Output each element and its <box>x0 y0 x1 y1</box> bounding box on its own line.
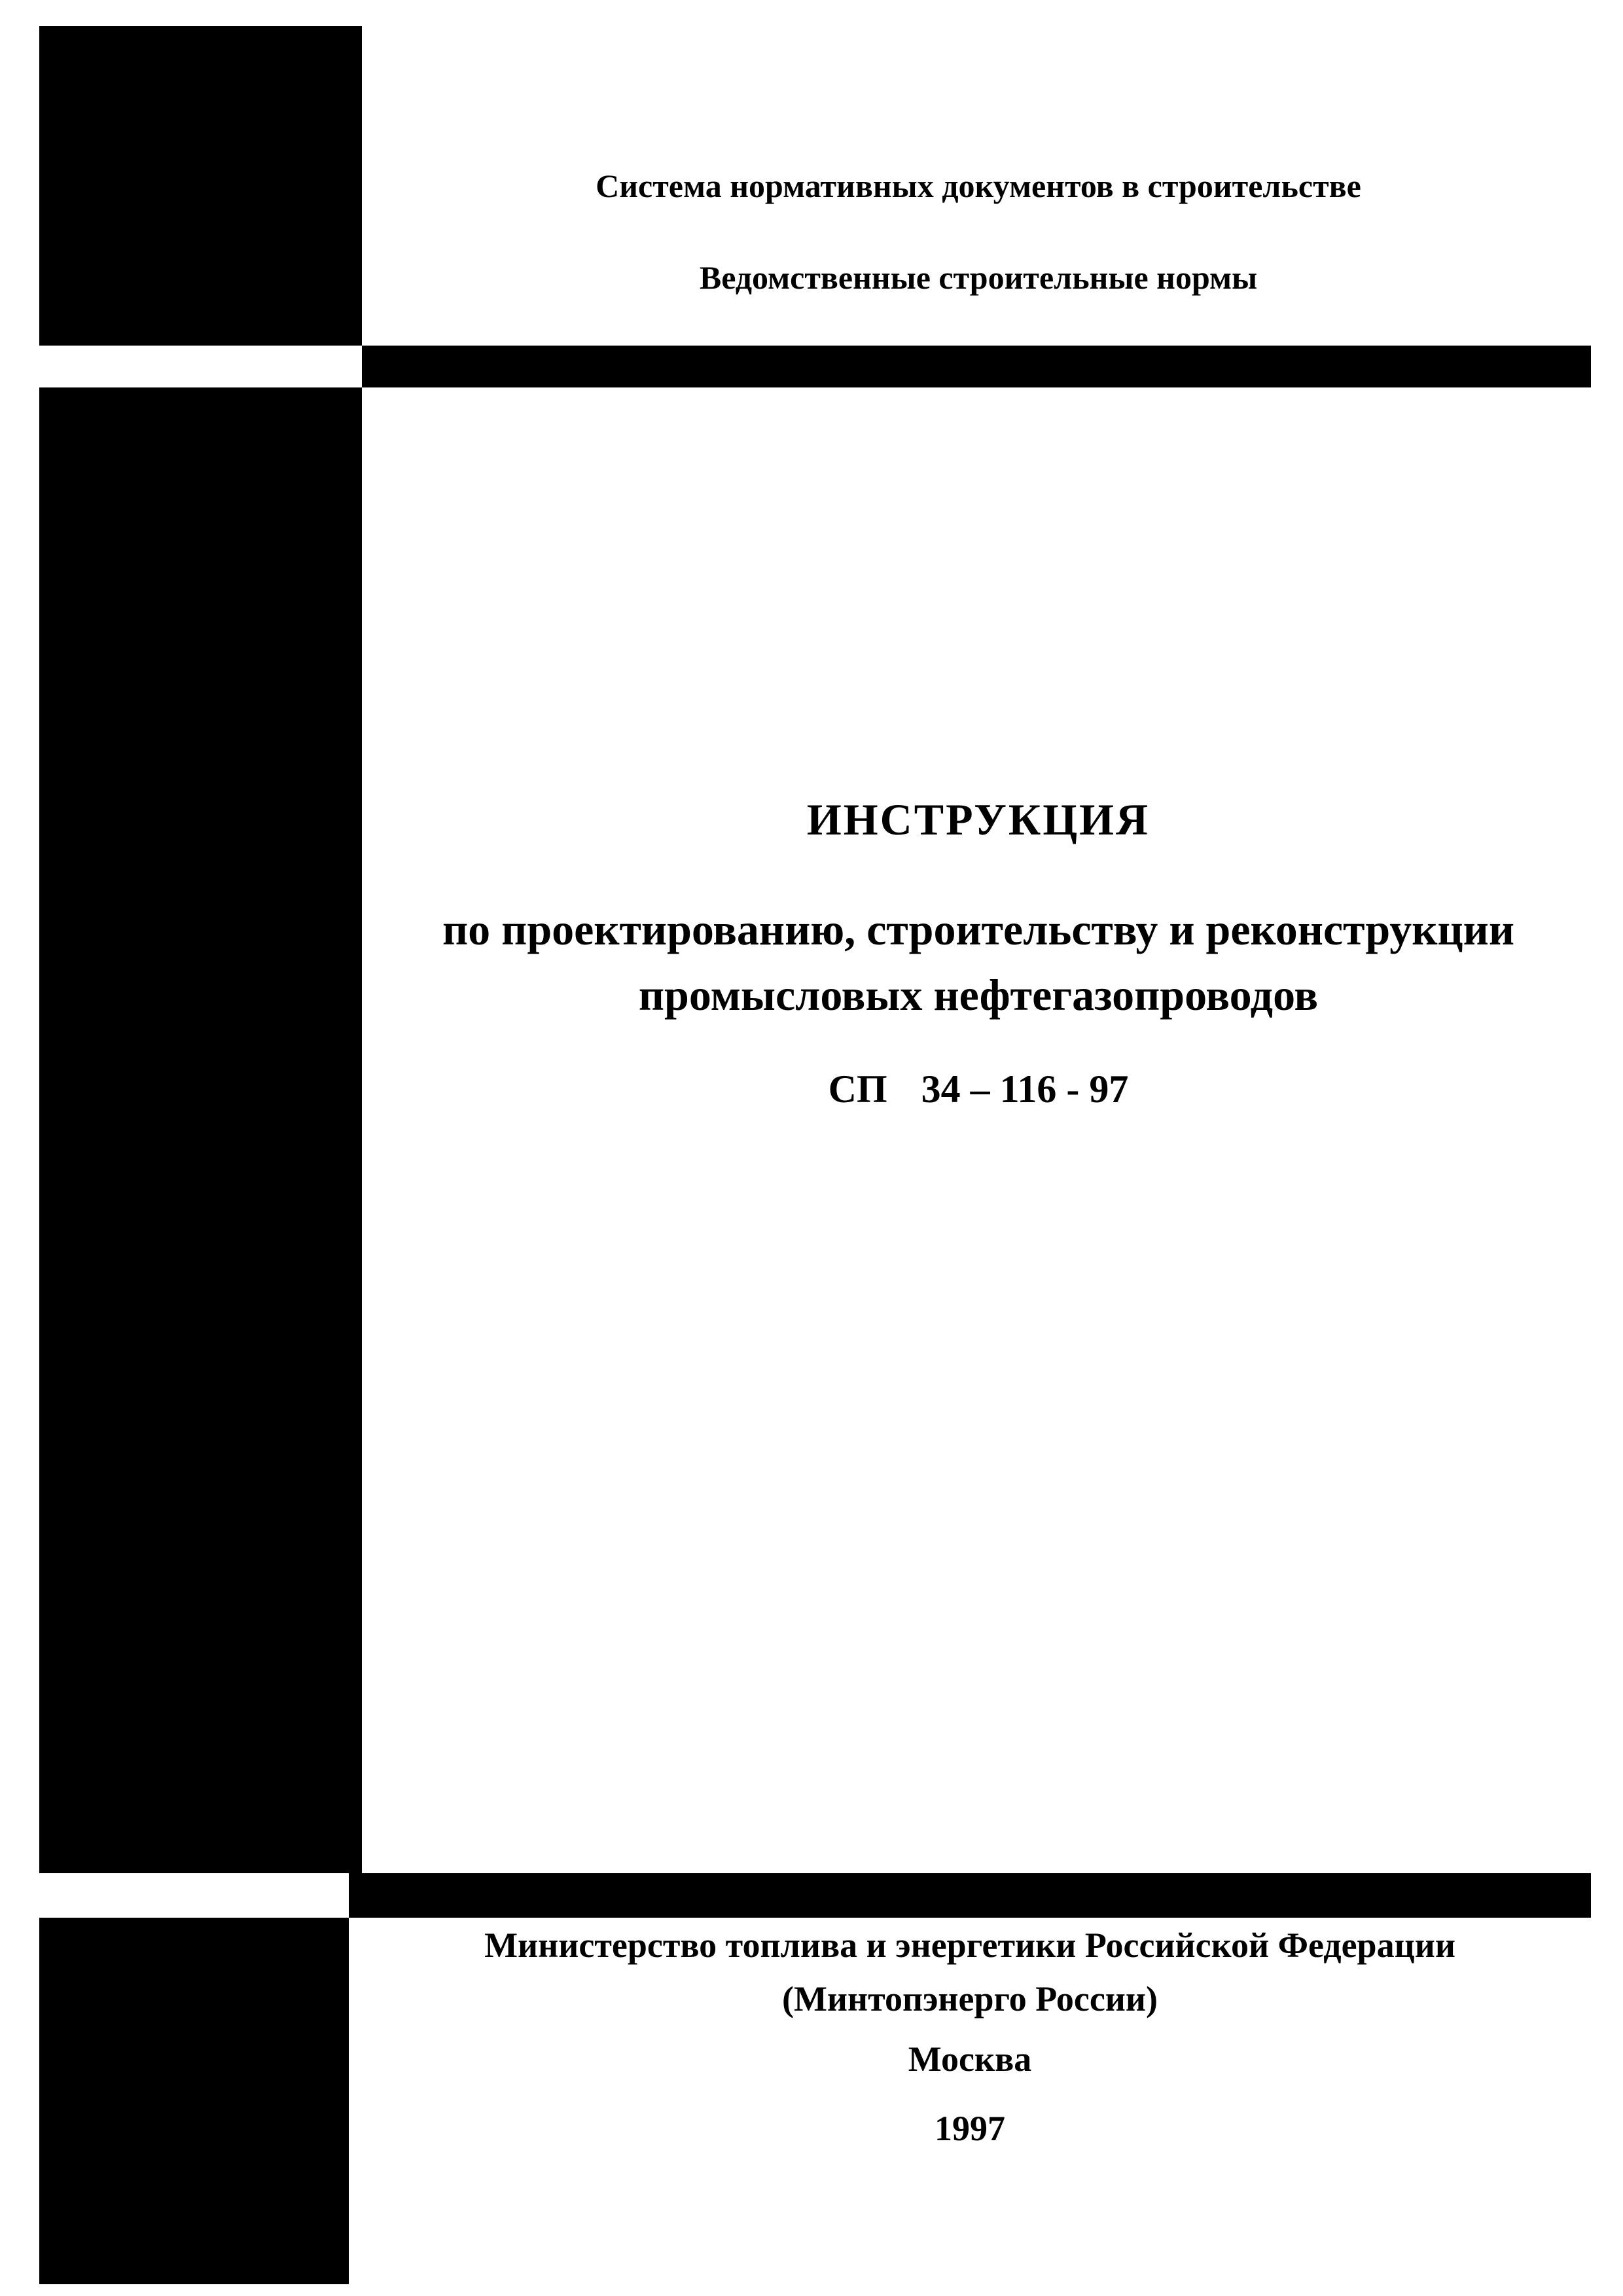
publisher-short-name: (Минтопэнерго России) <box>781 1979 1158 2018</box>
publisher-name: Министерство топлива и энергетики Российской Федерации <box>484 1926 1455 1965</box>
cover-black-block-middle <box>39 387 362 1873</box>
document-code-number: 34 – 116 - 97 <box>921 1067 1129 1111</box>
cover-black-block-bottom <box>39 1918 349 2284</box>
document-subtitle-line-1: по проектированию, строительству и реконструкции <box>442 905 1515 954</box>
document-title: ИНСТРУКЦИЯ <box>806 795 1150 844</box>
cover-black-block-top <box>39 26 362 346</box>
document-series: Система нормативных документов в строительстве <box>596 168 1361 204</box>
publication-city: Москва <box>908 2039 1032 2079</box>
document-category: Ведомственные строительные нормы <box>699 259 1258 296</box>
publication-year: 1997 <box>935 2109 1005 2148</box>
cover-horizontal-rule-top <box>362 346 1591 387</box>
cover-horizontal-rule-bottom <box>349 1873 1591 1918</box>
document-code-prefix: СП <box>828 1067 887 1111</box>
document-code <box>366 1066 1590 1113</box>
document-subtitle-line-2: промысловых нефтегазопроводов <box>638 970 1319 1020</box>
